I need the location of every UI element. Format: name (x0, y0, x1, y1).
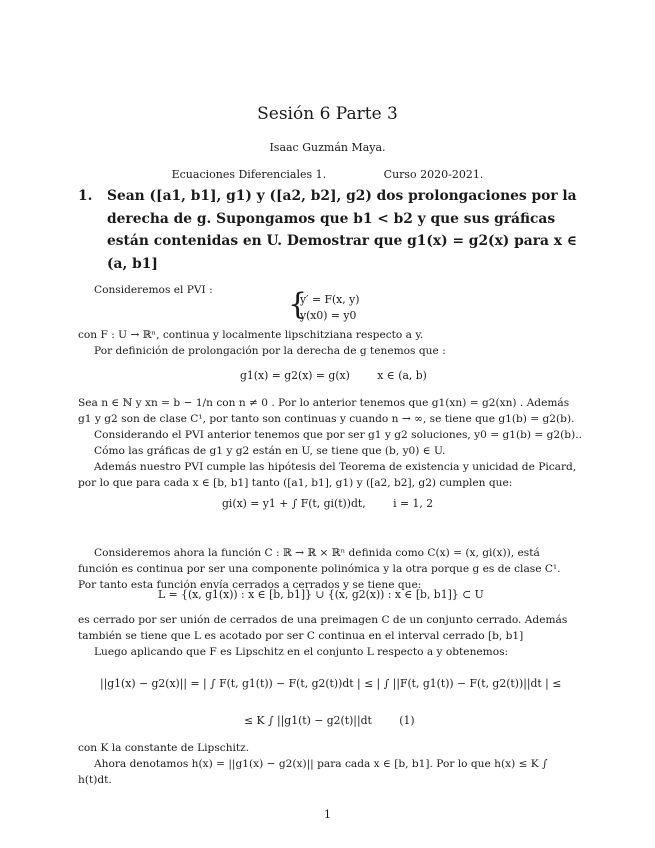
course-year: Curso 2020-2021. (383, 168, 484, 181)
equation-estimate-2: ≤ K ∫ ||g1(t) − g2(t)||dt (1) (244, 714, 415, 727)
paragraph-closed-set: es cerrado por ser unión de cerrados de una preimagen C de un conjunto cerrado. Además también se tiene que L es acotado por ser C continua en el interval cerrado [b, b1] (78, 614, 568, 642)
paragraph-picard: Además nuestro PVI cumple las hipótesis del Teorema de existencia y unicidad de Picard, por lo que para cada x ∈ [b, b1] tanto ([a1, b1], g1) y ([a2, b2], g2) cumplen que: (78, 461, 577, 489)
pvi-line-2: y(x0) = y0 (300, 309, 357, 322)
paragraph-solutions: Considerando el PVI anterior tenemos que por ser g1 y g2 soluciones, y0 = g1(b) = g2(b).. (94, 429, 582, 441)
equation-estimate-1: ||g1(x) − g2(x)|| = | ∫ F(t, g1(t)) − F(t, g2(t))dt | ≤ | ∫ ||F(t, g1(t)) − F(t, g2(t))||dt | ≤ (100, 677, 562, 690)
paragraph-sequence: Sea n ∈ ℕ y xn = b − 1/n con n ≠ 0 . Por lo anterior tenemos que g1(xn) = g2(xn) . Además g1 y g2 son de clase C¹, por tanto son continuas y cuando n → ∞, se tiene que g1(b) = g2(b). (78, 397, 575, 425)
pvi-line-1: y′ = F(x, y) (300, 293, 360, 306)
paragraph-graphs: Cómo las gráficas de g1 y g2 están en U, se tiene que (b, y0) ∈ U. (94, 445, 446, 457)
document-title: Sesión 6 Parte 3 (257, 104, 398, 124)
course-name: Ecuaciones Diferenciales 1. (171, 168, 327, 181)
pvi-brace: { (288, 287, 308, 322)
paragraph-function-c: Consideremos ahora la función C : ℝ → ℝ × ℝⁿ definida como C(x) = (x, gi(x)), está función es continua por ser una componente polinómica y la otra porque g es de clase C¹. Por tanto esta función envía cerrados a cerrados y se tiene que: (78, 547, 561, 591)
equation-integral-form: gi(x) = y1 + ∫ F(t, gi(t))dt, i = 1, 2 (222, 497, 434, 510)
paragraph-f-def: con F : U → ℝⁿ, continua y localmente lipschitziana respecto a y. (78, 329, 424, 341)
paragraph-pvi-intro: Consideremos el PVI : (94, 284, 213, 296)
paragraph-lipschitz-constant: con K la constante de Lipschitz. (78, 742, 250, 754)
author-name: Isaac Guzmán Maya. (269, 141, 386, 154)
page-number: 1 (324, 808, 331, 821)
equation-set-l: L = {(x, g1(x)) : x ∈ [b, b1]} ∪ {(x, g2(x)) : x ∈ [b, b1]} ⊂ U (158, 588, 484, 601)
paragraph-lipschitz: Luego aplicando que F es Lipschitz en el conjunto L respecto a y obtenemos: (94, 646, 509, 658)
problem-text: Sean ([a1, b1], g1) y ([a2, b2], g2) dos prolongaciones por la derecha de g. Supongamos que b1 < b2 y que sus gráficas están contenidas en U. Demostrar que g1(x) = g2(x) para x ∈ (a, b1] (107, 188, 577, 272)
paragraph-prolongation: Por definición de prolongación por la derecha de g tenemos que : (94, 345, 446, 357)
course-line (0, 168, 655, 181)
equation-g-equal: g1(x) = g2(x) = g(x) x ∈ (a, b) (240, 369, 427, 382)
paragraph-h-def: Ahora denotamos h(x) = ||g1(x) − g2(x)|| para cada x ∈ [b, b1]. Por lo que h(x) ≤ K ∫ h(t)dt. (78, 758, 548, 786)
problem-number: 1. (78, 188, 93, 204)
